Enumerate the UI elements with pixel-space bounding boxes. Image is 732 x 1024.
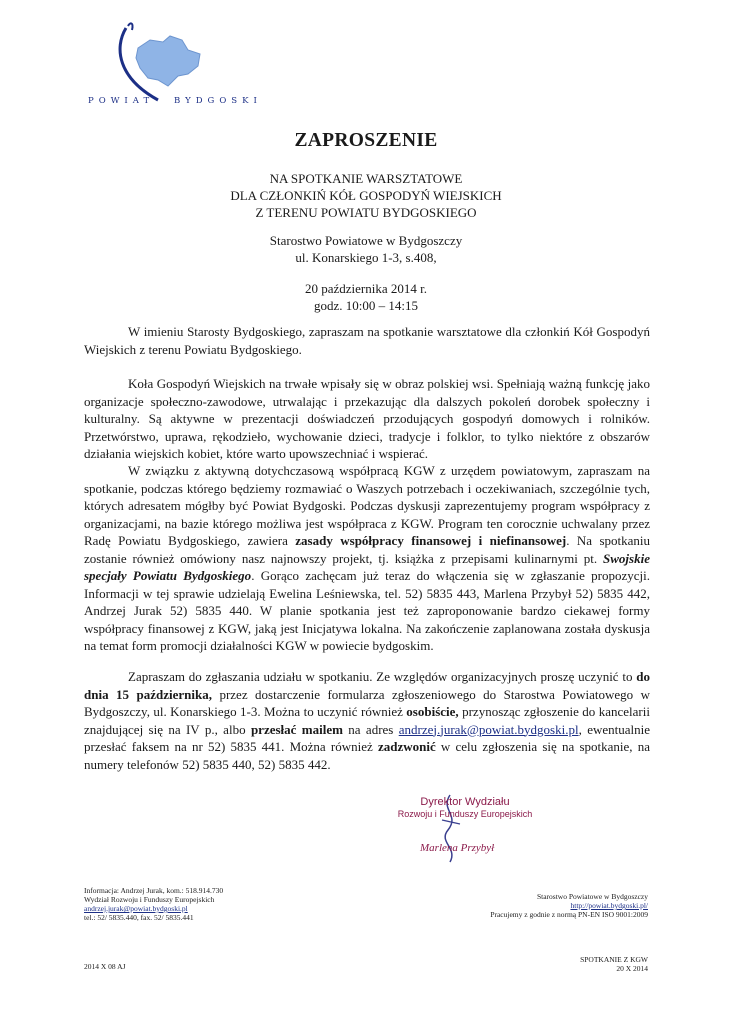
footer-line: Wydział Rozwoju i Funduszy Europejskich [84,895,215,904]
signature-name: Marlena Przybył [420,842,495,854]
paragraph-text [84,462,650,655]
time-line: godz. 10:00 – 14:15 [314,298,418,313]
document-title: ZAPROSZENIE [294,130,438,151]
signature-title [390,796,540,820]
reference-line: SPOTKANIE Z KGW [580,955,648,964]
powiat-logo [70,18,270,118]
signature-stamp [390,790,550,870]
footer-contact [84,886,223,922]
paragraph-invitation [84,323,650,358]
logo-text-bydgoski: BYDGOSKI [174,96,262,106]
footer-line: Starostwo Powiatowe w Bydgoszczy [536,892,648,901]
subtitle-line: NA SPOTKANIE WARSZTATOWE [269,171,463,186]
text-run: , ewentualnie przesłać faksem na nr 52) 5835 441. Można również [84,721,650,754]
footer-line: Informacja: Andrzej Jurak, kom.: 518.914.730 [84,886,224,895]
subtitle-line: Z TERENU POWIATU BYDGOSKIEGO [255,205,477,220]
bold-text: zadzwonić [377,739,436,754]
footer-line: Pracujemy z godnie z normą PN-EN ISO 9001:2009 [490,910,648,919]
footer-email[interactable]: andrzej.jurak@powiat.bydgoski.pl [84,904,188,913]
text-run: Zapraszam do zgłaszania udziału w spotkaniu. Ze względów organizacyjnych proszę uczynić to [128,669,637,684]
paragraph-cooperation [84,462,650,655]
document-reference [580,955,648,973]
bold-text: osobiście, [406,704,459,719]
date-line: 20 października 2014 r. [304,281,427,296]
text-run: . Na spotkaniu zostanie również omówiony nasz najnowszy projekt, tj. książka z przepisami kulinarnymi pt. [84,533,651,566]
paragraph-text: Koła Gospodyń Wiejskich na trwałe wpisały się w obraz polskiej wsi. Spełniają ważną funkcję jako organizacje społeczno-zawodowe, utrwalając i przekazując dla dalszych pokoleń dorobek społeczny i kulturalny. Są aktywne w prezentacji doświadczeń przodujących gospodyń domowych i rolników. Przetwórstwo, uprawa, rękodzieło, wychowanie dzieci, tradycje i folklor, to tylko niektóre z obszarów działania wiejskich kobiet, które warto upowszechniać i wspierać. [84,376,650,461]
text-run: W związku z aktywną dotychczasową współpracą KGW z urzędem powiatowym, zapraszam na spotkanie, podczas którego będziemy rozmawiać o Waszych potrzebach i oczekiwaniach, szczególnie tych, których adresatem mógłby być Powiat Bydgoski. Podczas dyskusji zaprezentujemy program współpracy z organizacjami, na bazie którego możliwa jest współpraca z KGW. Program ten corocznie uchwalany przez Radę Powiatu Bydgoskiego, zawiera [84,463,650,548]
footer-website-link[interactable]: http://powiat.bydgoski.pl/ [570,901,648,910]
footer-line: tel.: 52/ 5835.440, fax. 52/ 5835.441 [84,913,194,922]
meeting-place [0,232,732,266]
paragraph-about-kgw [84,375,650,463]
reference-line: 20 X 2014 [616,964,648,973]
email-link[interactable]: andrzej.jurak@powiat.bydgoski.pl [398,721,579,737]
paragraph-registration [84,668,650,773]
signature-line: Dyrektor Wydziału [420,796,510,808]
signature-line: Rozwoju i Funduszy Europejskich [397,809,533,819]
footer-office [490,892,648,919]
bold-text: zasady współpracy finansowej i niefinansowej [295,533,567,548]
paragraph-text [84,668,650,773]
text-run: przynosząc zgłoszenie do kancelarii znajdującej się na IV p., albo [84,704,650,737]
book-title: Swojskie specjały Powiatu Bydgoskiego [84,550,650,583]
document-code: 2014 X 08 AJ [84,962,126,971]
logo-text-powiat: POWIAT [88,96,155,106]
place-line: ul. Konarskiego 1-3, s.408, [295,250,437,265]
deadline-text: do dnia 15 października, [84,669,650,702]
document-subtitle [0,170,732,221]
meeting-date [0,280,732,314]
text-run: w celu zgłoszenia się na spotkanie, na numery telefonów 52) 5835 440, 52) 5835 442. [84,739,650,772]
paragraph-text: W imieniu Starosty Bydgoskiego, zapraszam na spotkanie warsztatowe dla członkiń Kół Gospodyń Wiejskich z terenu Powiatu Bydgoskiego. [84,324,650,357]
place-line: Starostwo Powiatowe w Bydgoszczy [269,233,463,248]
county-map-icon [108,18,218,103]
bold-text: przesłać mailem [250,721,343,737]
text-run: . Gorąco zachęcam już teraz do włączenia się w zgłaszanie propozycji. Informacji w tej sprawie udzielają Ewelina Leśniewska, tel. 52) 5835 443, Marlena Przybył 52) 5835 442, Andrzej Jurak 52) 5835 440. W planie spotkania jest też zaproponowanie bardzo ciekawej formy współpracy finansowej z KGW, jaką jest Inicjatywa lokalna. Na zakończenie zaplanowana została dyskusja na temat form promocji działalności KGW w powiecie bydgoskim. [84,568,651,653]
text-run: na adres [342,721,399,737]
subtitle-line: DLA CZŁONKIŃ KÓŁ GOSPODYŃ WIEJSKICH [230,188,502,203]
text-run: przez dostarczenie formularza zgłoszeniowego do Starostwa Powiatowego w Bydgoszczy, ul. Konarskiego 1-3. Można to uczynić również [84,686,650,719]
